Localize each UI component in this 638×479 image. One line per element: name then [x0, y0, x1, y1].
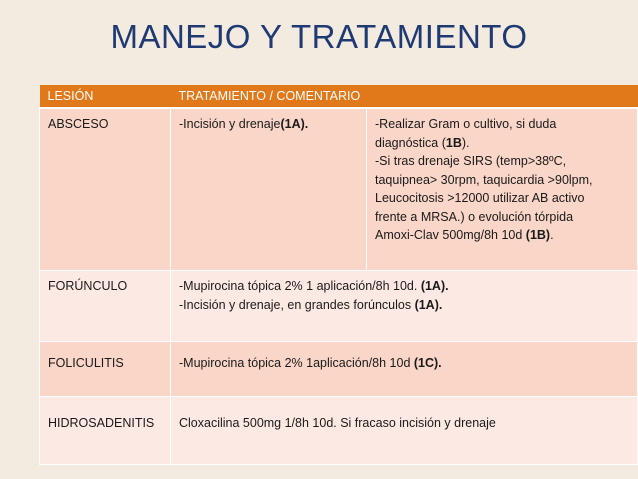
treatment-cell: -Mupirocina tópica 2% 1 aplicación/8h 10d. (1A). -Incisión y drenaje, en grandes forúnculos (1A). [171, 271, 638, 342]
lesion-cell: FORÚNCULO [40, 271, 171, 342]
treatment-cell: -Incisión y drenaje(1A). [171, 108, 367, 271]
table-row [40, 397, 638, 465]
table-row [40, 342, 638, 397]
table-row [40, 108, 638, 271]
lesion-cell: ABSCESO [40, 108, 171, 271]
treatment-cell: -Mupirocina tópica 2% 1aplicación/8h 10d (1C). [171, 342, 638, 397]
table-header-row [40, 85, 638, 108]
table-row [40, 271, 638, 342]
comment-cell: -Realizar Gram o cultivo, si duda diagnóstica (1B). -Si tras drenaje SIRS (temp>38ºC, taquipnea> 30rpm, taquicardia >90lpm, Leucocitosis >12000 utilizar AB activo frente a MRSA.) o evolución tórpida Amoxi-Clav 500mg/8h 10d (1B). [367, 108, 638, 271]
page-title: MANEJO Y TRATAMIENTO [110, 18, 528, 55]
treatment-cell: Cloxacilina 500mg 1/8h 10d. Si fracaso incisión y drenaje [171, 397, 638, 465]
treatment-table [39, 85, 638, 465]
lesion-cell: FOLICULITIS [40, 342, 171, 397]
header-treatment: TRATAMIENTO / COMENTARIO [171, 85, 638, 108]
lesion-cell: HIDROSADENITIS [40, 397, 171, 465]
header-lesion: LESIÓN [40, 85, 171, 108]
